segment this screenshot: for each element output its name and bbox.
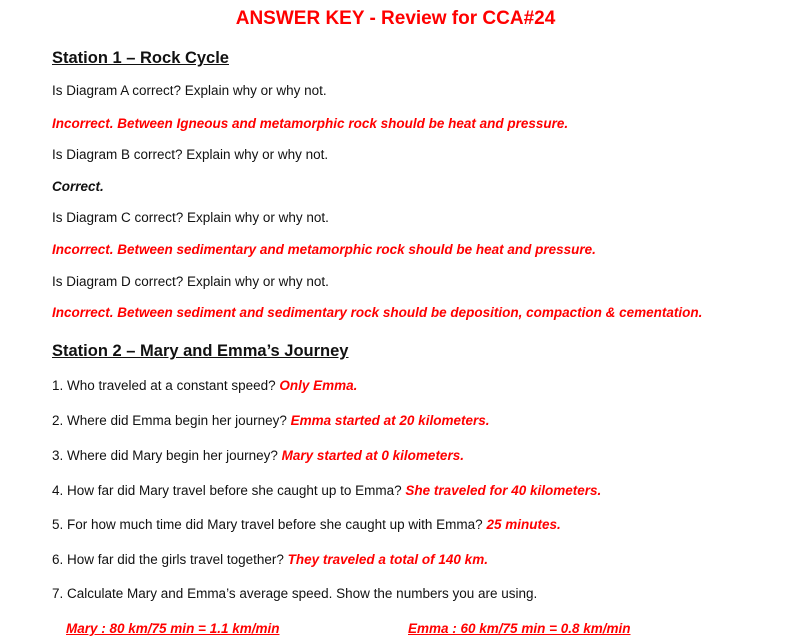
answer-5: 25 minutes. bbox=[486, 517, 561, 532]
answer-6: They traveled a total of 140 km. bbox=[287, 552, 488, 567]
answer-7-emma: Emma : 60 km/75 min = 0.8 km/min bbox=[408, 621, 631, 636]
question-4 bbox=[52, 483, 601, 498]
answer-4: She traveled for 40 kilometers. bbox=[405, 483, 602, 498]
question-6 bbox=[52, 552, 488, 567]
answer-1: Only Emma. bbox=[279, 378, 358, 393]
answer-2: Emma started at 20 kilometers. bbox=[290, 413, 490, 428]
question-7-answers bbox=[0, 621, 791, 641]
answer-diagram-a: Incorrect. Between Igneous and metamorphic rock should be heat and pressure. bbox=[52, 116, 569, 131]
station1-heading: Station 1 – Rock Cycle bbox=[52, 49, 229, 67]
question-1 bbox=[52, 378, 357, 393]
station2-heading: Station 2 – Mary and Emma’s Journey bbox=[52, 342, 349, 360]
question-5-text: 5. For how much time did Mary travel before she caught up with Emma? bbox=[52, 517, 487, 532]
answer-diagram-d: Incorrect. Between sediment and sedimentary rock should be deposition, compaction & cementation. bbox=[52, 305, 703, 320]
question-4-text: 4. How far did Mary travel before she caught up to Emma? bbox=[52, 483, 406, 498]
answer-diagram-b: Correct. bbox=[52, 179, 104, 194]
question-6-text: 6. How far did the girls travel together? bbox=[52, 552, 288, 567]
question-1-text: 1. Who traveled at a constant speed? bbox=[52, 378, 280, 393]
answer-3: Mary started at 0 kilometers. bbox=[281, 448, 464, 463]
question-3 bbox=[52, 448, 464, 463]
question-3-text: 3. Where did Mary begin her journey? bbox=[52, 448, 282, 463]
question-diagram-b: Is Diagram B correct? Explain why or why not. bbox=[52, 147, 329, 162]
answer-diagram-c: Incorrect. Between sedimentary and metamorphic rock should be heat and pressure. bbox=[52, 242, 596, 257]
question-diagram-a: Is Diagram A correct? Explain why or why not. bbox=[52, 83, 327, 98]
answer-7-mary: Mary : 80 km/75 min = 1.1 km/min bbox=[66, 621, 280, 636]
question-diagram-d: Is Diagram D correct? Explain why or why not. bbox=[52, 274, 329, 289]
question-5 bbox=[52, 517, 561, 532]
question-2 bbox=[52, 413, 489, 428]
question-diagram-c: Is Diagram C correct? Explain why or why not. bbox=[52, 210, 329, 225]
question-7: 7. Calculate Mary and Emma’s average speed. Show the numbers you are using. bbox=[52, 586, 538, 601]
document-title: ANSWER KEY - Review for CCA#24 bbox=[235, 8, 556, 29]
question-2-text: 2. Where did Emma begin her journey? bbox=[52, 413, 291, 428]
